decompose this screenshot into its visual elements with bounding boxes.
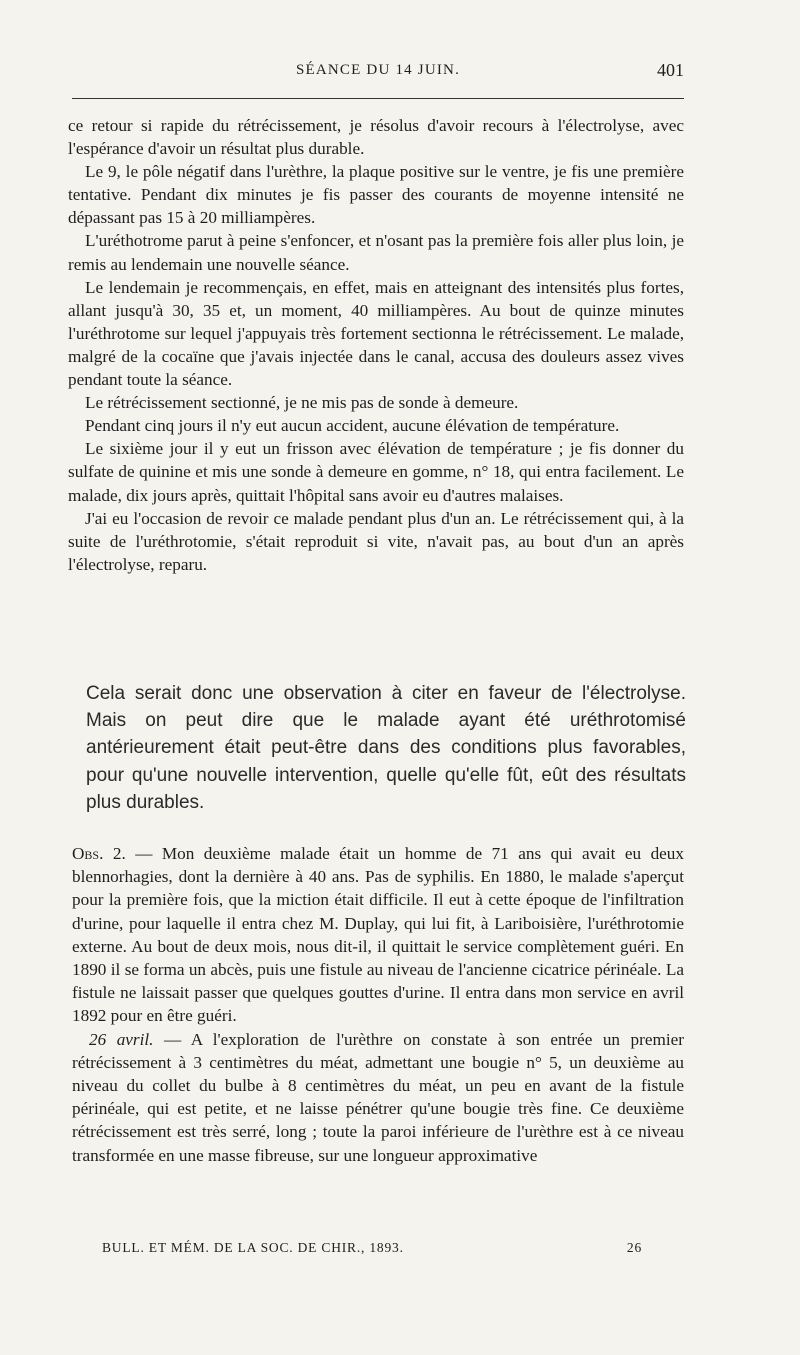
page-header: [72, 62, 684, 86]
typed-paragraph: Cela serait donc une observation à citer en faveur de l'électrolyse. Mais on peut dire que le malade ayant été uréthrotomisé antérieurement était peut-être dans des conditions plus favorables, pour qu'une nouvelle intervention, quelle qu'elle fût, eût des résultats plus durables.: [86, 683, 686, 813]
observation-paragraph: [72, 842, 684, 1028]
observation-paragraph: [72, 1028, 684, 1167]
observation-date: 26 avril.: [89, 1029, 154, 1049]
journal-signature: BULL. ET MÉM. DE LA SOC. DE CHIR., 1893.: [102, 1240, 404, 1255]
observation-section: [72, 842, 684, 1167]
paragraph: ce retour si rapide du rétrécissement, je résolus d'avoir recours à l'électrolyse, avec l'espérance d'avoir un résultat plus durable.: [68, 116, 684, 159]
paragraph: Le rétrécissement sectionné, je ne mis pas de sonde à demeure.: [85, 393, 519, 413]
typed-insert: [86, 680, 686, 816]
header-rule: [72, 98, 684, 99]
paragraph: Le lendemain je recommençais, en effet, mais en atteignant des intensités plus fortes, allant jusqu'à 30, 35 et, un moment, 40 milliampères. Au bout de quinze minutes l'uréthrotome sur lequel j'appuyais très fortement sectionna le rétrécissement. Le malade, malgré de la cocaïne que j'avais injectée dans le canal, accusa des douleurs assez vives pendant toute la séance.: [68, 277, 684, 390]
main-text: [68, 114, 684, 576]
paragraph: L'uréthotrome parut à peine s'enfoncer, et n'osant pas la première fois aller plus loin, je remis au lendemain une nouvelle séance.: [68, 231, 684, 274]
page-number: 401: [657, 60, 684, 80]
page-footer: [102, 1240, 662, 1260]
observation-text: — A l'exploration de l'urèthre on constate à son entrée un premier rétrécissement à 3 centimètres du méat, admettant une bougie n° 5, un deuxième au niveau du collet du bulbe à 8 centimètres du méat, un peu en avant de la fistule périnéale, qui est petite, et ne laisse pénétrer qu'une bougie très fine. Ce deuxième rétrécissement est très serré, long ; toute la paroi inférieure de l'urèthre est à ce niveau transformée en une masse fibreuse, sur une longueur approximative: [72, 1029, 684, 1165]
paragraph: Pendant cinq jours il n'y eut aucun accident, aucune élévation de température.: [85, 416, 620, 436]
paragraph: Le sixième jour il y eut un frisson avec élévation de température ; je fis donner du sulfate de quinine et mis une sonde à demeure en gomme, n° 18, qui entra facilement. Le malade, dix jours après, quittait l'hôpital sans avoir eu d'autres malaises.: [68, 439, 684, 505]
running-title: SÉANCE DU 14 JUIN.: [295, 62, 461, 78]
observation-label: Obs. 2.: [72, 844, 126, 863]
observation-text: — Mon deuxième malade était un homme de 71 ans qui avait eu deux blennorhagies, dont la dernière à 40 ans. Pas de syphilis. En 1880, le malade s'aperçut pour la première fois, que la miction était difficile. Il eut à cette époque de l'infiltration d'urine, pour laquelle il entra chez M. Duplay, qui lui fit, à Lariboisière, l'uréthrotomie externe. Au bout de deux mois, nous dit-il, il quittait le service complètement guéri. En 1890 il se forma un abcès, puis une fistule au niveau de l'ancienne cicatrice périnéale. La fistule ne laissait passer que quelques gouttes d'urine. Il entra dans mon service en avril 1892 pour en être guéri.: [72, 844, 684, 1026]
sheet-number: 26: [626, 1240, 642, 1255]
paragraph: J'ai eu l'occasion de revoir ce malade pendant plus d'un an. Le rétrécissement qui, à la suite de l'uréthrotomie, s'était reproduit si vite, n'avait pas, au bout d'un an après l'électrolyse, reparu.: [68, 508, 684, 574]
paragraph: Le 9, le pôle négatif dans l'urèthre, la plaque positive sur le ventre, je fis une première tentative. Pendant dix minutes je fis passer des courants de moyenne intensité ne dépassant pas 15 à 20 milliampères.: [68, 162, 684, 228]
